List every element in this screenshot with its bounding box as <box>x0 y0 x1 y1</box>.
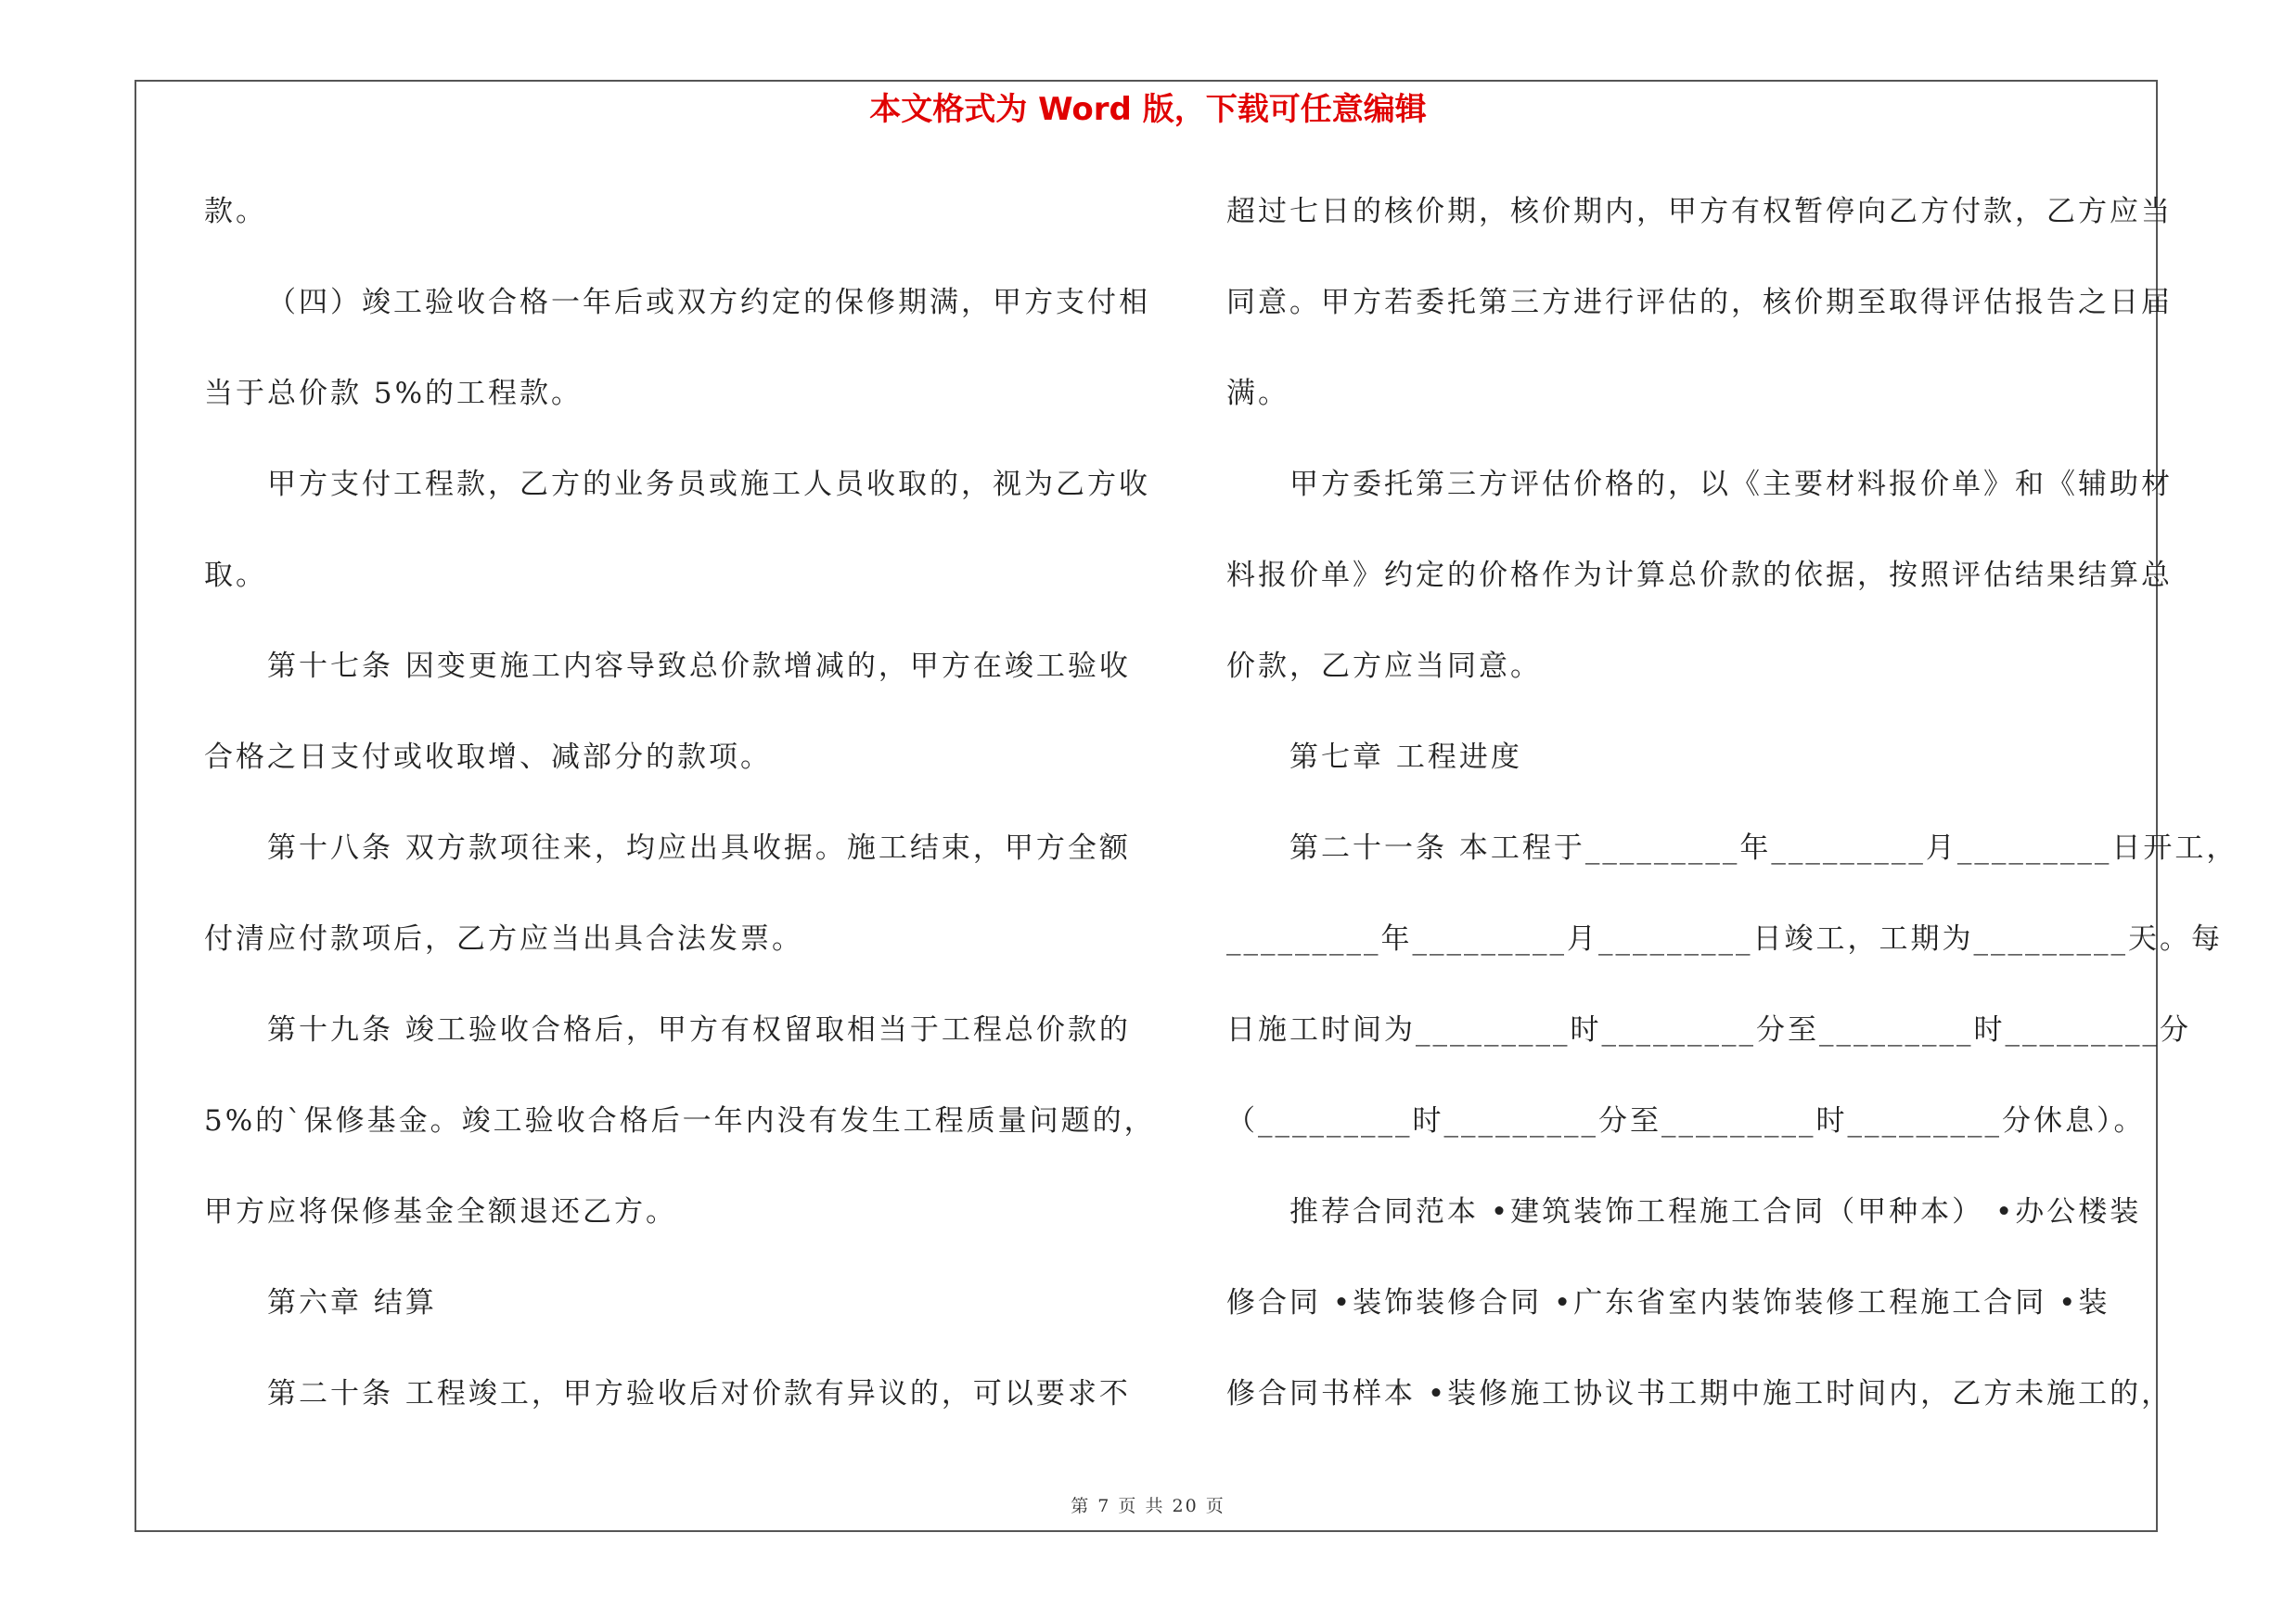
text-line: 超过七日的核价期，核价期内，甲方有权暂停向乙方付款，乙方应当 <box>1226 195 2173 228</box>
text-line: _________年_________月_________日竣工，工期为_________天。每 <box>1226 922 2223 956</box>
text-line: 日施工时间为_________时_________分至_________时_________分 <box>1226 1013 2191 1047</box>
text-line: （四）竣工验收合格一年后或双方约定的保修期满，甲方支付相 <box>267 286 1150 319</box>
chapter-heading: 第六章 结算 <box>267 1286 437 1320</box>
text-line: 料报价单》约定的价格作为计算总价款的依据，按照评估结果结算总 <box>1226 559 2173 592</box>
chapter-heading: 第七章 工程进度 <box>1289 741 1522 774</box>
left-column <box>204 186 1156 1459</box>
text-line: 第十八条 双方款项往来，均应出具收据。施工结束，甲方全额 <box>267 831 1131 865</box>
text-line: 5%的`保修基金。竣工验收合格后一年内没有发生工程质量问题的， <box>204 1104 1156 1138</box>
word-format-notice: 本文格式为 Word 版，下载可任意编辑 <box>869 91 1427 128</box>
text-line: 取。 <box>204 559 267 592</box>
text-line: 同意。甲方若委托第三方进行评估的，核价期至取得评估报告之日届 <box>1226 286 2173 319</box>
text-line: 甲方委托第三方评估价格的，以《主要材料报价单》和《辅助材 <box>1289 468 2173 501</box>
text-line: 甲方应将保修基金全额退还乙方。 <box>204 1195 677 1229</box>
text-line: 付清应付款项后，乙方应当出具合法发票。 <box>204 922 803 956</box>
text-line: 满。 <box>1226 377 1289 410</box>
text-line: 款。 <box>204 195 267 228</box>
text-line: 第二十一条 本工程于_________年_________月_________日开工， <box>1289 831 2238 865</box>
text-line: 合格之日支付或收取增、减部分的款项。 <box>204 741 772 774</box>
text-line: 修合同书样本 •装修施工协议书工期中施工时间内，乙方未施工的， <box>1226 1377 2174 1410</box>
text-line: 当于总价款 5%的工程款。 <box>204 377 584 410</box>
page-number: 第 7 页 共 20 页 <box>1071 1496 1225 1516</box>
text-line: 甲方支付工程款，乙方的业务员或施工人员收取的，视为乙方收 <box>267 468 1150 501</box>
text-line: 价款，乙方应当同意。 <box>1226 650 1542 683</box>
right-column <box>1226 186 2238 1459</box>
recommended-contracts-line: 修合同 •装饰装修合同 •广东省室内装饰装修工程施工合同 •装 <box>1226 1286 2110 1320</box>
text-line: （_________时_________分至_________时_________分休息）。 <box>1226 1104 2146 1138</box>
text-line: 第二十条 工程竣工，甲方验收后对价款有异议的，可以要求不 <box>267 1377 1131 1410</box>
text-line: 第十九条 竣工验收合格后，甲方有权留取相当于工程总价款的 <box>267 1013 1131 1047</box>
text-line: 第十七条 因变更施工内容导致总价款增减的，甲方在竣工验收 <box>267 650 1131 683</box>
recommended-contracts-line: 推荐合同范本 •建筑装饰工程施工合同（甲种本） •办公楼装 <box>1289 1195 2142 1229</box>
